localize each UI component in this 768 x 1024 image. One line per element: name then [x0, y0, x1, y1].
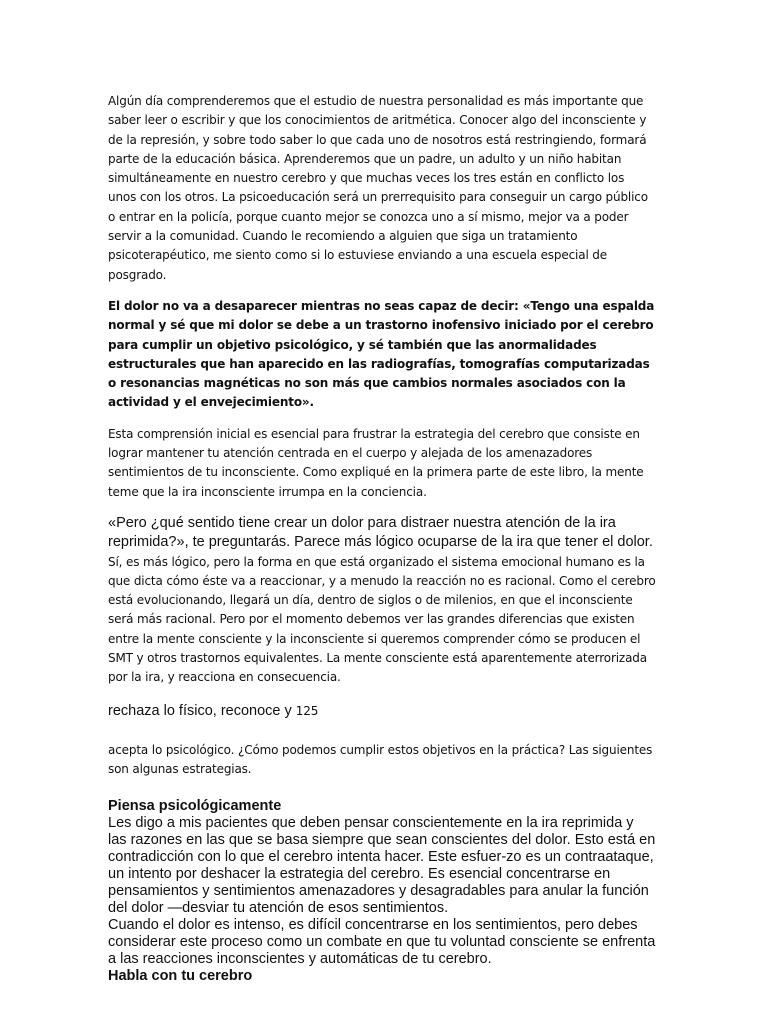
section-heading-think-psychologically: Piensa psicológicamente — [108, 797, 282, 814]
paragraph-brain-strategy: Esta comprensión inicial es esencial para frustrar la estrategia del cerebro que consiste en lograr mantener tu atención centrada en el cuerpo y alejada de los amenazadores sentimientos de tu inconsciente. Como expliqué en la primera parte de este libro, la mente teme que la ira inconsciente irrumpa en la conciencia. — [108, 426, 644, 499]
paragraph-think-consciously: Les digo a mis pacientes que deben pensar conscientemente en la ira reprimida y las razones en las que se basa siempre que sean conscientes del dolor. Esto está en contradicción con lo que el cerebro intenta hacer. Este esfuer-zo es un contraataque, un intento por deshacer la estrategia del cerebro. Es esencial concentrarse en pensamientos y sentimientos amenazadores y desagradables para anular la función del dolor —desviar tu atención de esos sentimientos. — [108, 814, 656, 916]
explanation-text: Sí, es más lógico, pero la forma en que está organizado el sistema emocional humano es la que dicta cómo éste va a reaccionar, y a menudo la reacción no es racional. Como el cerebro está evolucionando, llegará un día, dentro de siglos o de milenios, en que el inconsciente será más racional. Pero por el momento debemos ver las grandes diferencias que existen entre la mente consciente y la inconsciente si queremos comprender cómo se producen el SMT y otros trastornos equivalentes. La mente consciente está aparentemente aterrorizada por la ira, y reacciona en consecuencia. — [108, 554, 656, 685]
paragraph-pain-statement: El dolor no va a desaparecer mientras no seas capaz de decir: «Tengo una espalda normal y sé que mi dolor se debe a un trastorno inofensivo iniciado por el cerebro para cumplir un objetivo psicológico, y sé también que las anormalidades estructurales que han aparecido en las radiografías, tomografías computarizadas o resonancias magnéticas no son más que cambios normales asociados con la actividad y el envejecimiento». — [108, 298, 655, 410]
page-number: 125 — [295, 703, 319, 718]
paragraph-intense-pain: Cuando el dolor es intenso, es difícil concentrarse en los sentimientos, pero debes considerar este proceso como un combate en que tu voluntad consciente se enfrenta a las reacciones inconscientes y automáticas de tu cerebro. — [108, 916, 656, 967]
document-page — [108, 92, 656, 985]
running-header-text: rechaza lo físico, reconoce y — [108, 702, 292, 719]
section-heading-talk-to-brain: Habla con tu cerebro — [108, 967, 253, 984]
running-header-line — [108, 702, 656, 721]
paragraph-accept-psychological: acepta lo psicológico. ¿Cómo podemos cumplir estos objetivos en la práctica? Las siguientes son algunas estrategias. — [108, 742, 653, 777]
paragraph-personality-study: Algún día comprenderemos que el estudio de nuestra personalidad es más importante que saber leer o escribir y que los conocimientos de aritmética. Conocer algo del inconsciente y de la represión, y sobre todo saber lo que cada uno de nosotros está restringiendo, formará parte de la educación básica. Aprenderemos que un padre, un adulto y un niño habitan simultáneamente en nuestro cerebro y que muchas veces los tres están en conflicto los unos con los otros. La psicoeducación será un prerrequisito para conseguir un cargo público o entrar en la policía, porque cuanto mejor se conozca uno a sí mismo, mejor va a poder servir a la comunidad. Cuando le recomiendo a alguien que siga un tratamiento psicoterapéutico, me siento como si lo estuviese enviando a una escuela especial de posgrado. — [108, 94, 648, 282]
quoted-question-text: «Pero ¿qué sentido tiene crear un dolor para distraer nuestra atención de la ira reprimida?», te preguntarás. Parece más lógico ocuparse de la ira que tener el dolor. — [108, 514, 653, 551]
paragraph-repressed-anger — [108, 514, 656, 688]
